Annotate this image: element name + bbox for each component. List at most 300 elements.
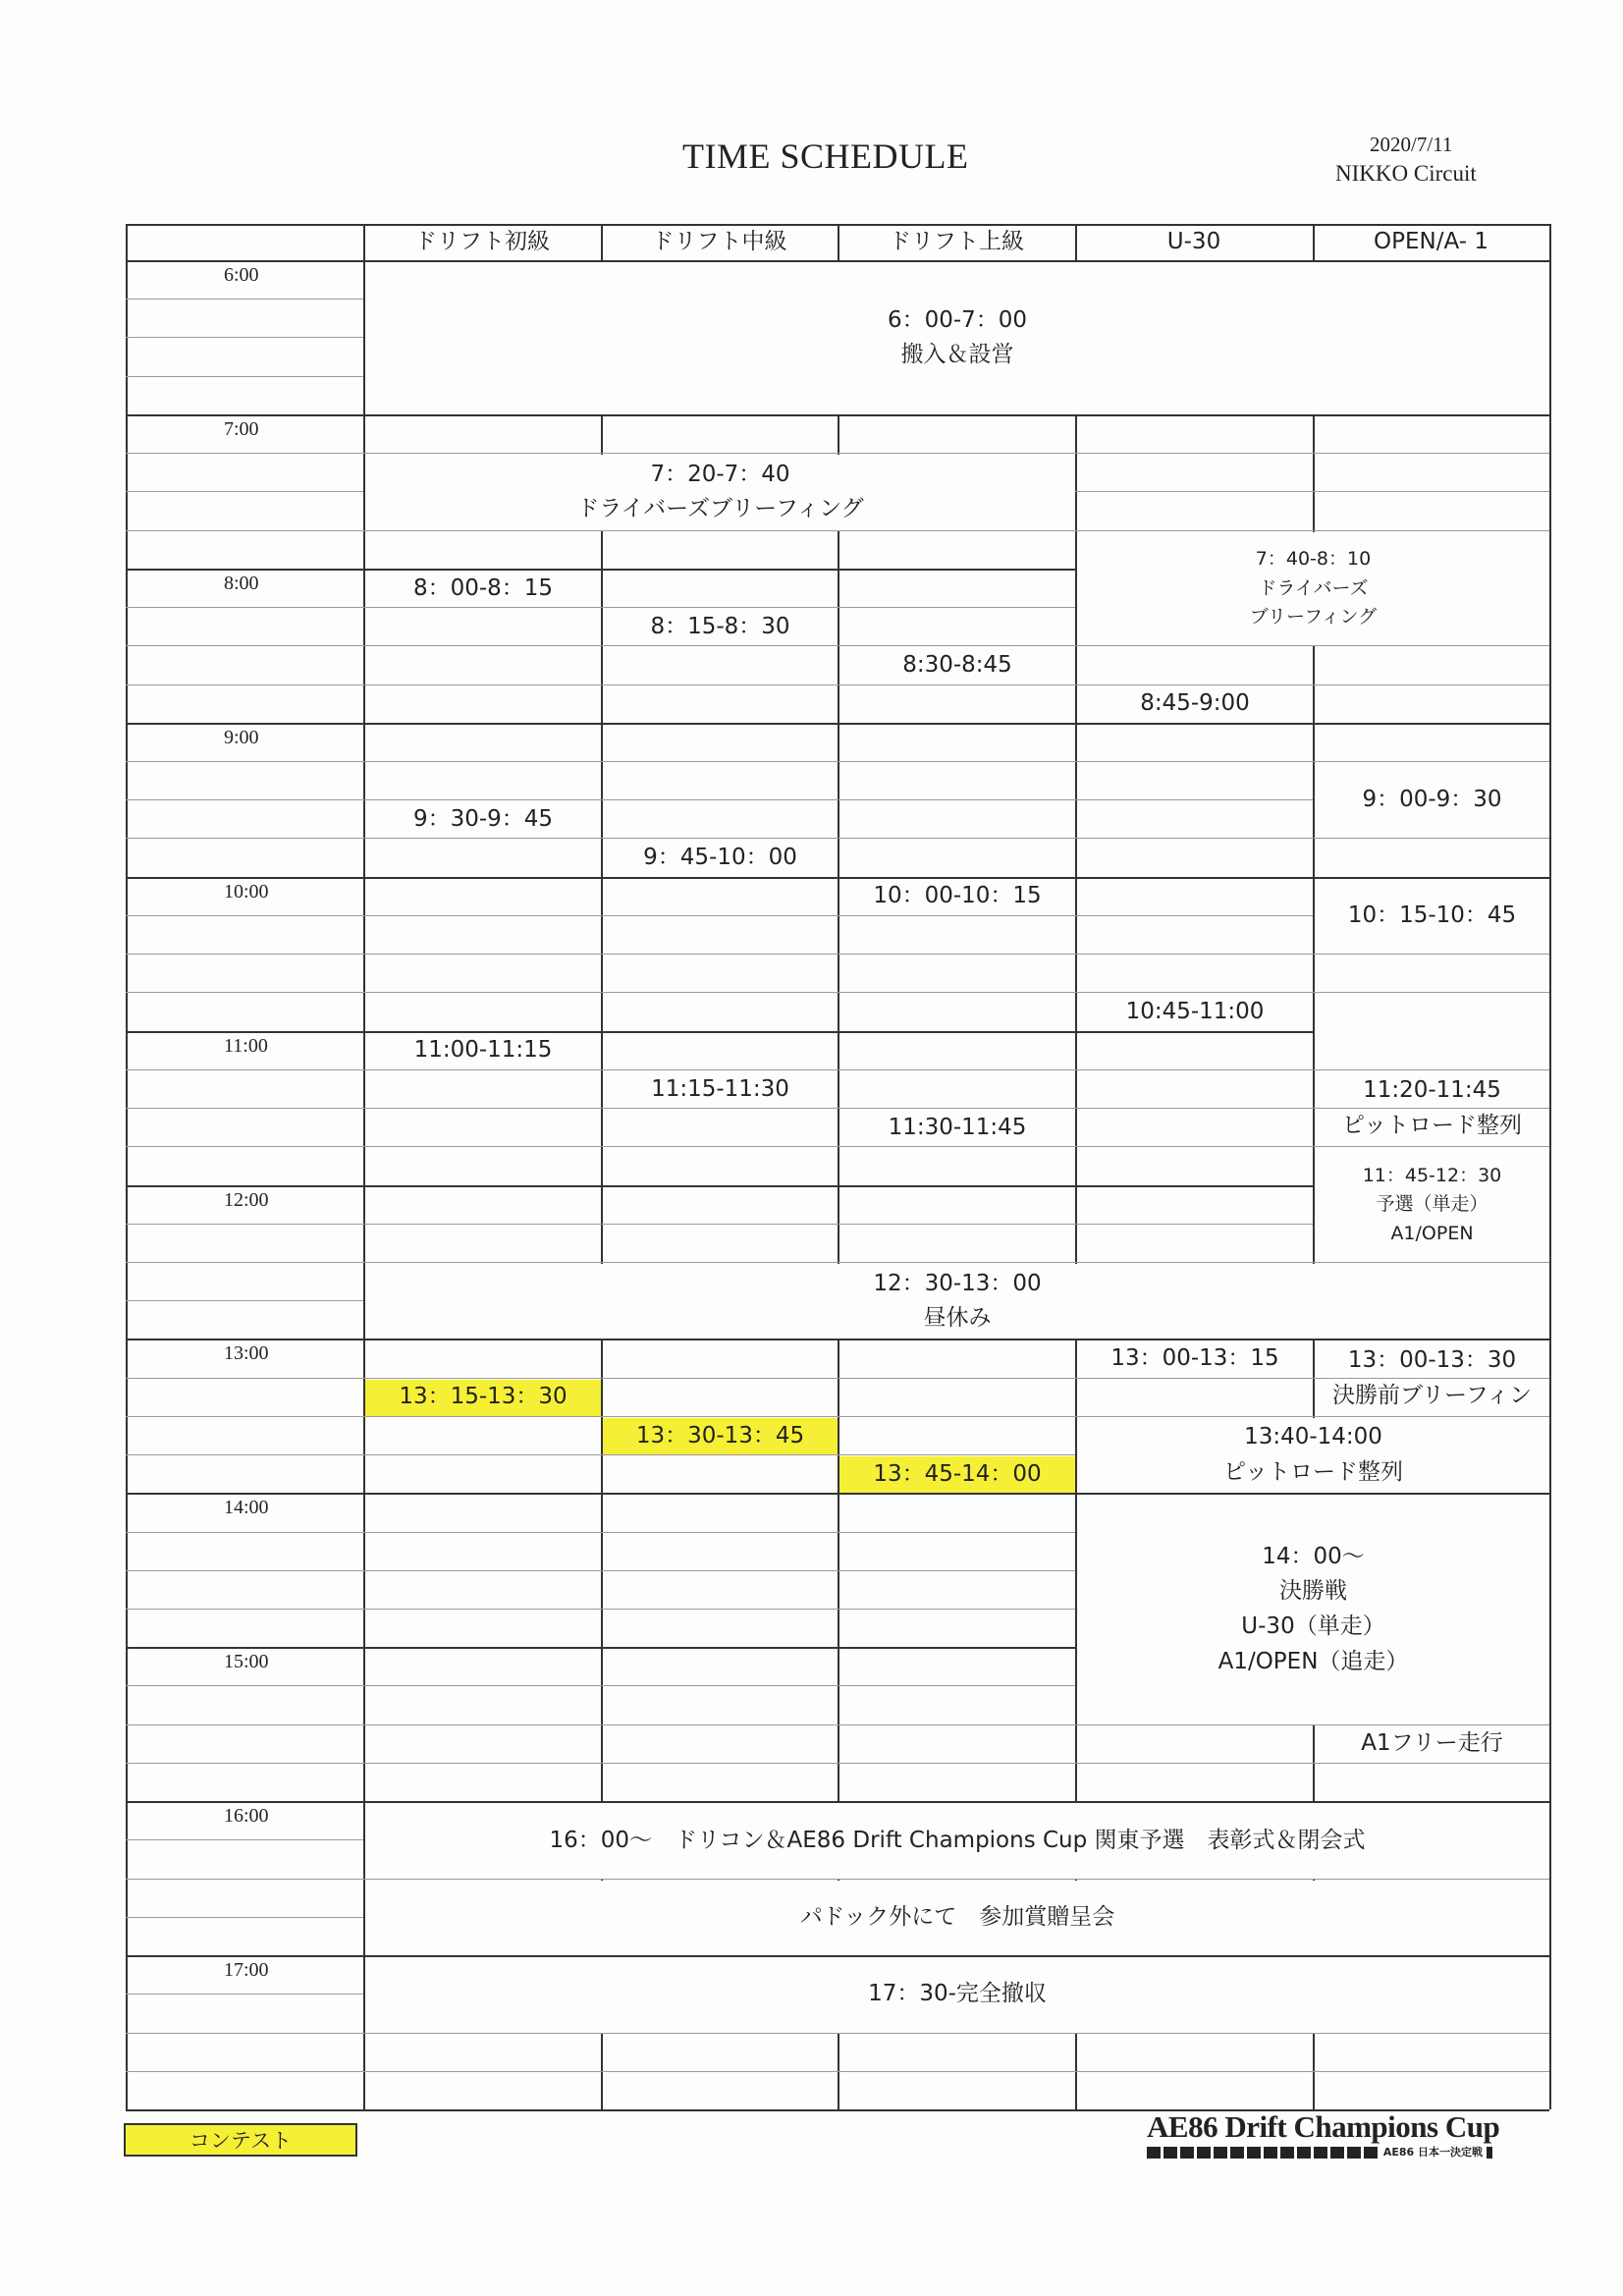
event-text: ドライバーズ (1258, 576, 1369, 599)
slot-line (363, 1069, 601, 1070)
event-teardown (365, 1957, 1549, 2032)
slot-line (838, 607, 1075, 608)
event-venue: NIKKO Circuit (1335, 161, 1477, 186)
slot-line (363, 1879, 601, 1880)
hour-label: 13:00 (224, 1342, 269, 1365)
slot-line (1313, 2071, 1549, 2072)
time-slot-line (126, 1454, 363, 1455)
time-slot-line (126, 1146, 363, 1147)
slot-line (1313, 453, 1549, 454)
slot-line (363, 1339, 601, 1340)
time-slot-line (126, 1416, 363, 1417)
time-slot-line (126, 954, 363, 955)
event-text: A1/OPEN（追走） (1217, 1648, 1409, 1674)
slot-line (1075, 915, 1313, 916)
slot-line (838, 1262, 1075, 1263)
event-prize (365, 1881, 1549, 1955)
slot-line (838, 1493, 1075, 1495)
time-slot-line (126, 761, 363, 762)
slot-line (601, 684, 838, 685)
event-text: 13：15-13：30 (399, 1384, 568, 1410)
time-slot-line (126, 1879, 363, 1880)
time-slot-line (126, 1532, 363, 1533)
event-text: 6：00-7：00 (887, 306, 1028, 333)
event-text: 13：30-13：45 (635, 1422, 805, 1449)
slot-line (601, 1185, 838, 1187)
event-text: 予選（単走） (1376, 1193, 1488, 1216)
slot-line (363, 414, 601, 416)
slot-line (1313, 530, 1549, 531)
slot-line (601, 799, 838, 800)
slot-line (601, 1570, 838, 1571)
slot-line (1313, 491, 1549, 492)
event-c5-1300 (1315, 1340, 1549, 1415)
time-slot-line (126, 530, 363, 531)
column-border (126, 224, 128, 2109)
slot-line (363, 2071, 601, 2072)
slot-line (838, 838, 1075, 839)
slot-line (363, 1570, 601, 1571)
event-briefing-a (365, 455, 1075, 529)
event-text: 11:15-11:30 (651, 1075, 789, 1102)
event-text: 13：45-14：00 (873, 1460, 1042, 1487)
event-final (1077, 1495, 1549, 1723)
slot-line (601, 954, 838, 955)
event-c2-1115 (603, 1071, 838, 1108)
hour-label: 16:00 (224, 1805, 269, 1828)
time-slot-line (126, 992, 363, 993)
event-text: 8:45-9:00 (1140, 690, 1250, 717)
slot-line (1075, 1108, 1313, 1109)
column-border (1549, 224, 1551, 2109)
event-text: 昼休み (923, 1305, 992, 1332)
slot-line (601, 838, 838, 839)
event-text: 10：15-10：45 (1347, 902, 1517, 929)
column-header: U-30 (1166, 228, 1221, 254)
time-slot-line (126, 1300, 363, 1301)
slot-line (1075, 723, 1313, 725)
slot-line (838, 1647, 1075, 1649)
slot-line (601, 530, 838, 531)
slot-line (363, 723, 601, 725)
slot-line (601, 1224, 838, 1225)
slot-line (1075, 799, 1313, 800)
event-text: 14：00～ (1262, 1543, 1365, 1569)
event-text: 16：00～ ドリコン＆AE86 Drift Champions Cup 関東予選 表彰式＆閉会式 (549, 1827, 1366, 1853)
event-c1-1315 (365, 1380, 601, 1416)
slot-line (601, 877, 838, 879)
time-slot-line (126, 2071, 363, 2072)
slot-line (838, 1146, 1075, 1147)
event-c5-1145 (1315, 1148, 1549, 1262)
slot-line (601, 723, 838, 725)
slot-line (363, 1185, 601, 1187)
time-slot-line (126, 491, 363, 492)
time-slot-line (126, 1108, 363, 1109)
event-c5-1120 (1315, 1071, 1549, 1146)
slot-line (1313, 1069, 1549, 1070)
time-slot-line (126, 723, 363, 725)
time-slot-line (126, 1031, 363, 1033)
slot-line (838, 1532, 1075, 1533)
column-header: OPEN/A- 1 (1374, 228, 1488, 254)
slot-line (363, 1454, 601, 1455)
event-text: 11：45-12：30 (1362, 1164, 1502, 1186)
event-text: A1フリー走行 (1361, 1730, 1503, 1757)
slot-line (601, 1647, 838, 1649)
time-slot-line (126, 376, 363, 377)
slot-line (838, 1879, 1075, 1880)
slot-line (1075, 1069, 1313, 1070)
slot-line (1313, 723, 1549, 725)
event-c1-1100 (365, 1033, 601, 1069)
event-text: ピットロード整列 (1341, 1113, 1523, 1139)
slot-line (1313, 954, 1549, 955)
slot-line (601, 915, 838, 916)
slot-line (363, 915, 601, 916)
slot-line (601, 1763, 838, 1764)
hour-label: 10:00 (224, 880, 269, 902)
time-slot-line (126, 569, 363, 571)
event-ceremony (365, 1803, 1549, 1878)
slot-line (838, 2071, 1075, 2072)
slot-line (601, 1454, 838, 1455)
slot-line (601, 453, 838, 454)
slot-line (1313, 414, 1549, 416)
time-slot-line (126, 414, 363, 416)
event-text: 搬入＆設営 (900, 342, 1014, 368)
event-logo (1147, 2109, 1500, 2160)
slot-line (838, 453, 1075, 454)
event-c3-1130 (839, 1110, 1075, 1146)
slot-line (363, 645, 601, 646)
time-slot-line (126, 877, 363, 879)
slot-line (363, 799, 601, 800)
hour-label: 9:00 (224, 726, 259, 748)
event-c3-0830 (839, 647, 1075, 683)
time-slot-line (126, 1994, 363, 1995)
event-c2-1330 (603, 1418, 838, 1454)
time-slot-line (126, 337, 363, 338)
event-c4-0845 (1077, 686, 1313, 723)
hour-label: 15:00 (224, 1651, 269, 1673)
event-text: 8：15-8：30 (650, 613, 790, 639)
slot-line (838, 1763, 1075, 1764)
slot-line (363, 607, 601, 608)
event-text: 8:30-8:45 (902, 652, 1012, 679)
slot-line (1313, 1724, 1549, 1725)
time-slot-line (126, 1570, 363, 1571)
event-text: 13：00-13：15 (1110, 1345, 1279, 1372)
slot-line (363, 954, 601, 955)
event-text: 17：30-完全撤収 (868, 1981, 1047, 2007)
time-slot-line (126, 684, 363, 685)
slot-line (601, 1262, 838, 1263)
slot-line (1075, 954, 1313, 955)
time-slot-line (126, 1839, 363, 1840)
event-text: 9：30-9：45 (412, 805, 554, 832)
slot-line (363, 684, 601, 685)
slot-line (1075, 414, 1313, 416)
column-header: ドリフト中級 (651, 228, 787, 254)
slot-line (1313, 1146, 1549, 1147)
slot-line (363, 453, 601, 454)
slot-line (1075, 1185, 1313, 1187)
slot-line (363, 2033, 601, 2034)
slot-line (838, 1685, 1075, 1686)
slot-line (601, 992, 838, 993)
time-slot-line (126, 1339, 363, 1340)
event-briefing-b (1077, 532, 1549, 646)
slot-line (363, 992, 601, 993)
slot-line (601, 1416, 838, 1417)
slot-line (363, 877, 601, 879)
slot-line (363, 838, 601, 839)
slot-line (601, 414, 838, 416)
event-text: 13：00-13：30 (1347, 1346, 1517, 1373)
hour-label: 8:00 (224, 572, 259, 594)
slot-line (601, 607, 838, 608)
event-c1-0930 (365, 801, 601, 838)
event-text: 10:45-11:00 (1125, 999, 1265, 1025)
slot-line (1313, 838, 1549, 839)
slot-line (838, 1378, 1075, 1379)
slot-line (601, 1493, 838, 1495)
slot-line (601, 1108, 838, 1109)
slot-line (1075, 1262, 1313, 1263)
hour-label: 14:00 (224, 1497, 269, 1519)
slot-line (838, 992, 1075, 993)
event-c3-1345 (839, 1456, 1075, 1493)
slot-line (1075, 1378, 1313, 1379)
time-slot-line (126, 1763, 363, 1764)
slot-line (601, 1031, 838, 1033)
slot-line (838, 915, 1075, 916)
slot-line (1075, 530, 1313, 531)
slot-line (363, 1532, 601, 1533)
slot-line (1075, 1031, 1313, 1033)
time-slot-line (126, 1724, 363, 1725)
event-c3-1000 (839, 879, 1075, 915)
event-setup (365, 286, 1549, 392)
slot-line (838, 414, 1075, 416)
legend-label: コンテスト (189, 2129, 293, 2153)
event-text: 13:40-14:00 (1244, 1424, 1382, 1450)
slot-line (1075, 1224, 1313, 1225)
slot-line (1313, 645, 1549, 646)
slot-line (838, 954, 1075, 955)
legend-contest (124, 2123, 357, 2157)
event-free-run (1315, 1726, 1549, 1763)
slot-line (363, 1685, 601, 1686)
slot-line (363, 761, 601, 762)
slot-line (601, 1879, 838, 1880)
time-slot-line (126, 607, 363, 608)
slot-line (1313, 1262, 1549, 1263)
slot-line (1075, 838, 1313, 839)
slot-line (1075, 2071, 1313, 2072)
slot-line (838, 1108, 1075, 1109)
slot-line (838, 1570, 1075, 1571)
column-header: ドリフト初級 (414, 228, 550, 254)
slot-line (838, 645, 1075, 646)
slot-line (1313, 761, 1549, 762)
time-slot-line (126, 1069, 363, 1070)
slot-line (601, 1724, 838, 1725)
slot-line (838, 1609, 1075, 1610)
slot-line (601, 761, 838, 762)
hour-label: 7:00 (224, 417, 259, 440)
slot-line (1313, 992, 1549, 993)
slot-line (363, 1224, 601, 1225)
slot-line (601, 1532, 838, 1533)
slot-line (1075, 491, 1313, 492)
time-slot-line (126, 1955, 363, 1957)
slot-line (838, 1724, 1075, 1725)
slot-line (363, 1146, 601, 1147)
hour-label: 11:00 (224, 1034, 268, 1057)
event-text: ピットロード整列 (1222, 1459, 1404, 1486)
time-slot-line (126, 1917, 363, 1918)
slot-line (601, 1146, 838, 1147)
slot-line (1313, 684, 1549, 685)
event-c5-0900 (1315, 763, 1549, 838)
slot-line (601, 2071, 838, 2072)
event-text: 8：00-8：15 (412, 574, 554, 601)
slot-line (363, 1416, 601, 1417)
slot-line (838, 684, 1075, 685)
slot-line (363, 1609, 601, 1610)
event-text: パドック外にて 参加賞贈呈会 (799, 1904, 1115, 1931)
slot-line (1075, 1763, 1313, 1764)
slot-line (1075, 684, 1313, 685)
slot-line (838, 1031, 1075, 1033)
slot-line (838, 1416, 1075, 1417)
slot-line (1075, 1724, 1313, 1725)
slot-line (1075, 645, 1313, 646)
time-slot-line (126, 2033, 363, 2034)
event-c4-1300 (1077, 1340, 1313, 1377)
slot-line (838, 569, 1075, 571)
slot-line (363, 1108, 601, 1109)
event-text: 7：20-7：40 (650, 461, 790, 487)
slot-line (1313, 1763, 1549, 1764)
slot-line (1075, 2033, 1313, 2034)
event-c45-1340 (1077, 1418, 1549, 1493)
slot-line (601, 1069, 838, 1070)
slot-line (601, 1609, 838, 1610)
slot-line (1075, 1879, 1313, 1880)
slot-line (363, 1724, 601, 1725)
slot-line (1075, 1416, 1313, 1417)
slot-line (1075, 992, 1313, 993)
event-c2-0945 (603, 840, 838, 876)
event-c5-1015 (1315, 879, 1549, 954)
hour-label: 12:00 (224, 1188, 269, 1211)
slot-line (363, 1378, 601, 1379)
event-text: 11:20-11:45 (1363, 1077, 1501, 1104)
page-title: TIME SCHEDULE (682, 137, 969, 176)
hour-label: 17:00 (224, 1959, 269, 1982)
event-text: ブリーフィング (1249, 606, 1378, 629)
slot-line (838, 723, 1075, 725)
time-slot-line (126, 1647, 363, 1649)
hour-label: 6:00 (224, 264, 259, 286)
event-text: 7：40-8：10 (1255, 548, 1372, 571)
event-text: 決勝前ブリーフィン (1331, 1382, 1533, 1408)
event-text: 9：00-9：30 (1362, 787, 1502, 813)
slot-line (601, 2033, 838, 2034)
column-header: ドリフト上級 (889, 228, 1024, 254)
slot-line (1075, 453, 1313, 454)
event-lunch (365, 1264, 1549, 1339)
time-slot-line (126, 1609, 363, 1610)
slot-line (363, 1647, 601, 1649)
slot-line (838, 1185, 1075, 1187)
slot-line (838, 799, 1075, 800)
slot-line (601, 569, 838, 571)
event-c4-1045 (1077, 994, 1313, 1030)
slot-line (1075, 761, 1313, 762)
logo-title: AE86 Drift Champions Cup (1147, 2109, 1500, 2144)
slot-line (363, 1763, 601, 1764)
event-c1-0800 (365, 571, 601, 607)
slot-line (838, 530, 1075, 531)
event-date: 2020/7/11 (1370, 133, 1453, 156)
slot-line (601, 645, 838, 646)
time-slot-line (126, 915, 363, 916)
slot-line (838, 1339, 1075, 1340)
event-c2-0815 (603, 609, 838, 645)
event-text: 12：30-13：00 (873, 1270, 1042, 1296)
time-slot-line (126, 1685, 363, 1686)
event-text: ドライバーズブリーフィング (576, 496, 864, 522)
time-slot-line (126, 1262, 363, 1263)
slot-line (1075, 877, 1313, 879)
time-slot-line (126, 1224, 363, 1225)
time-slot-line (126, 299, 363, 300)
event-text: U-30（単走） (1241, 1613, 1385, 1640)
slot-line (1313, 1879, 1549, 1880)
slot-line (363, 1262, 601, 1263)
slot-line (1075, 1146, 1313, 1147)
event-text: 10：00-10：15 (873, 883, 1042, 909)
slot-line (838, 761, 1075, 762)
event-text: 11:00-11:15 (413, 1037, 553, 1064)
slot-line (838, 2033, 1075, 2034)
time-slot-line (126, 645, 363, 646)
time-slot-line (126, 1378, 363, 1379)
slot-line (363, 1493, 601, 1495)
slot-line (838, 1224, 1075, 1225)
event-text: 9：45-10：00 (643, 845, 797, 871)
time-slot-line (126, 453, 363, 454)
slot-line (601, 1378, 838, 1379)
time-slot-line (126, 1801, 363, 1803)
time-slot-line (126, 838, 363, 839)
slot-line (601, 1339, 838, 1340)
time-slot-line (126, 1185, 363, 1187)
event-text: A1/OPEN (1390, 1222, 1474, 1244)
time-slot-line (126, 1493, 363, 1495)
event-text: 決勝戦 (1279, 1578, 1347, 1605)
event-text: 11:30-11:45 (888, 1114, 1027, 1140)
slot-line (838, 1454, 1075, 1455)
slot-line (601, 1685, 838, 1686)
slot-line (838, 1069, 1075, 1070)
time-slot-line (126, 799, 363, 800)
logo-subtitle: AE86 日本一決定戦 (1380, 2145, 1487, 2159)
